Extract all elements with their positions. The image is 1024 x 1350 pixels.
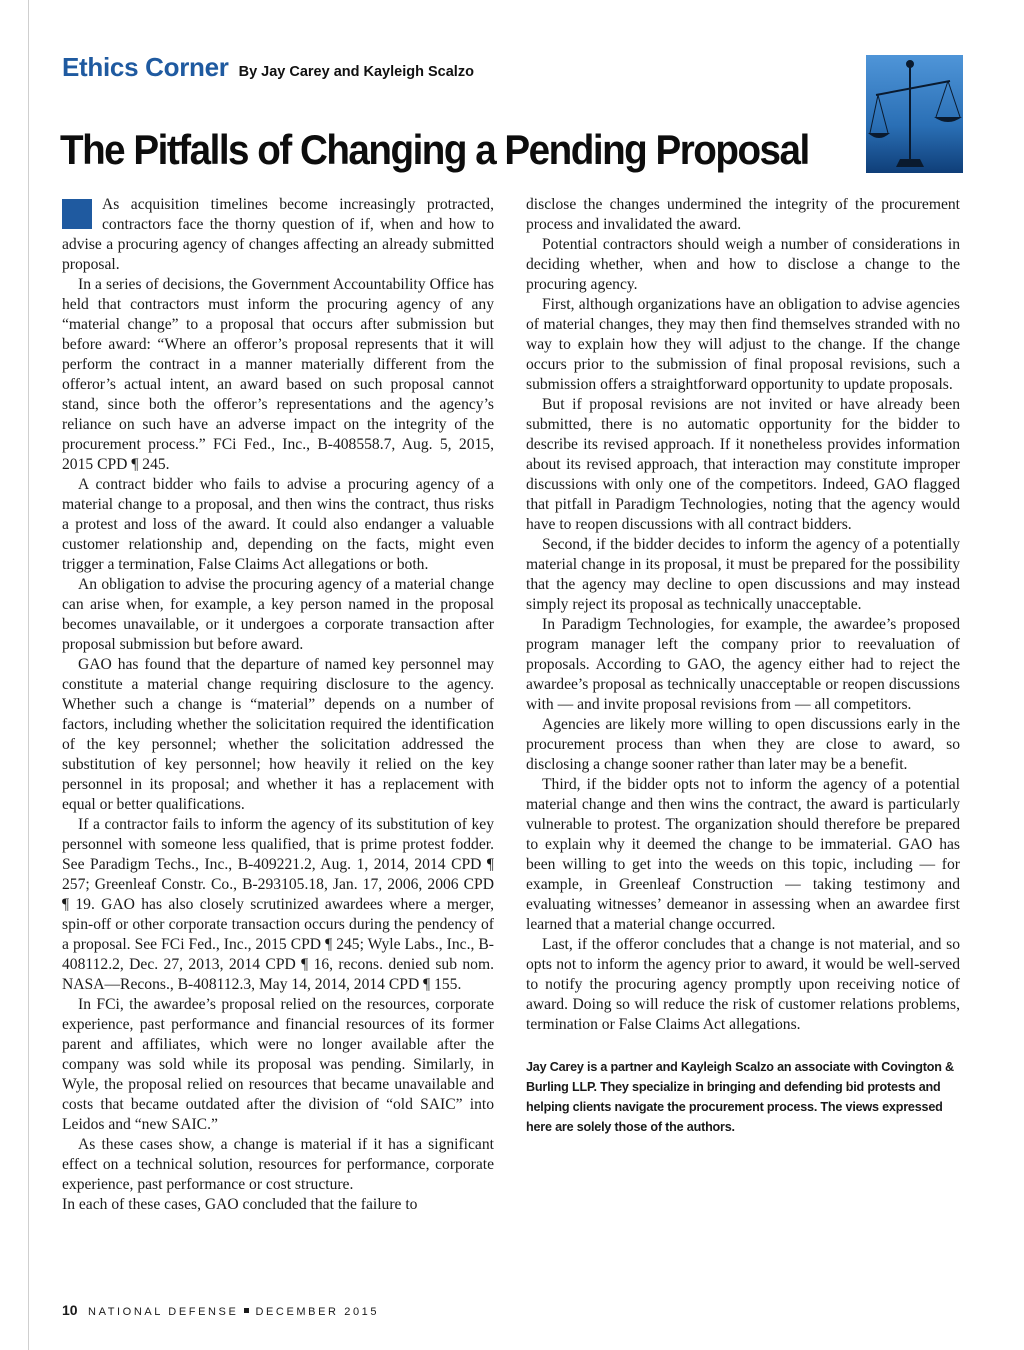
paragraph: An obligation to advise the procuring agency of a material change can arise when, for example, a key person named in the proposal becomes unavailable, or it undergoes a corporate transaction after proposal submission but before award. — [62, 576, 494, 653]
paragraph-continuation: disclose the changes undermined the integrity of the procurement process and invalidated the award. — [526, 196, 960, 233]
paragraph-continued: In each of these cases, GAO concluded that the failure to — [62, 1196, 418, 1213]
section-label: Ethics Corner — [62, 52, 229, 82]
paragraph: A contract bidder who fails to advise a procuring agency of a material change to a proposal, and then wins the contract, thus risks a protest and loss of the award. It could also endanger a valuable customer relationship and, depending on the facts, might even trigger a termination, False Claims Act allegations or both. — [62, 476, 494, 573]
page-edge-rule — [28, 0, 29, 1350]
paragraph: First, although organizations have an obligation to advise agencies of material changes, they may then find themselves stranded with no way to explain how they will adjust to the change. If the change occurs prior to the submission of final proposal revisions, such a submission offers a straightforward opportunity to update proposals. — [526, 296, 960, 393]
paragraph: As acquisition timelines become increasingly protracted, contractors face the thorny question of if, when and how to advise a procuring agency of changes affecting an already submitted proposal. — [62, 196, 494, 273]
paragraph: Second, if the bidder decides to inform the agency of a potentially material change in its proposal, it must be prepared for the possibility that the agency may decline to open discussions and may instead simply reject its proposal as technically unacceptable. — [526, 536, 960, 613]
headline: The Pitfalls of Changing a Pending Proposal — [60, 126, 809, 173]
left-column — [62, 195, 494, 1215]
paragraph: Third, if the bidder opts not to inform the agency of a potential material change and then wins the contract, the award is particularly vulnerable to protest. The organization should therefore be prepared to explain why it deemed the change to be immaterial. GAO has been willing to get into the weeds on this topic, including — for example, in Greenleaf Construction — taking testimony and evaluating witnesses’ demeanor in assessing when an awardee first learned that a material change occurred. — [526, 776, 960, 933]
article-header — [62, 52, 474, 83]
drop-cap-square — [62, 199, 92, 229]
paragraph: If a contractor fails to inform the agency of its substitution of key personnel with someone less qualified, that is prime protest fodder. See Paradigm Techs., Inc., B-409221.2, Aug. 1, 2014, 2014 CPD ¶ 257; Greenleaf Constr. Co., B-293105.18, Jan. 17, 2006, 2006 CPD ¶ 19. GAO has also closely scrutinized awardees where a merger, spin-off or other corporate transaction occurs during the pendency of a proposal. See FCi Fed., Inc., 2015 CPD ¶ 245; Wyle Labs., Inc., B-408112.2, Dec. 27, 2013, 2014 CPD ¶ 16, recons. denied sub nom. NASA—Recons., B-408112.3, May 14, 2014, 2014 CPD ¶ 155. — [62, 816, 494, 993]
paragraph: In Paradigm Technologies, for example, the awardee’s proposed program manager left the company prior to reevaluation of proposals. According to GAO, the agency either had to reject the awardee’s proposal as technically unacceptable or reopen discussions with — and invite proposal revisions from — all competitors. — [526, 616, 960, 713]
page-number: 10 — [62, 1302, 78, 1318]
paragraph: Agencies are likely more willing to open discussions early in the procurement process than when they are close to award, so disclosing a change sooner rather than later may be a benefit. — [526, 716, 960, 773]
paragraph: Last, if the offeror concludes that a change is not material, and so opts not to inform the agency prior to award, it would be well-served to notify the procuring agency promptly upon receiving notice of award. Doing so will reduce the risk of customer relations problems, termination or False Claims Act allegations. — [526, 936, 960, 1033]
paragraph: GAO has found that the departure of named key personnel may constitute a material change requiring disclosure to the agency. Whether such a change is “material” depends on a number of factors, including whether the solicitation required the identification of the key personnel; whether the solicitation addressed the substitution of key personnel; how heavily it relied on the key personnel in its proposal; and whether it has a replacement with equal or better qualifications. — [62, 656, 494, 813]
separator-square — [244, 1308, 249, 1313]
scales-of-justice-icon — [866, 55, 963, 173]
paragraph: In a series of decisions, the Government Accountability Office has held that contractors must inform the procuring agency of any “material change” to a proposal that occurs after submission but before award: “Where an offeror’s proposal represents that it will perform the contract in a manner materially different from the offeror’s actual intent, an award based on such proposal cannot stand, since both the offeror’s representations and the agency’s reliance on such have an adverse impact on the integrity of the procurement process.” FCi Fed., Inc., B-408558.7, Aug. 5, 2015, 2015 CPD ¶ 245. — [62, 276, 494, 473]
author-bio: Jay Carey is a partner and Kayleigh Scalzo an associate with Covington & Burling LLP. They specialize in bringing and defending bid protests and helping clients navigate the procurement process. The views expressed here are solely those of the authors. — [526, 1060, 954, 1134]
byline: By Jay Carey and Kayleigh Scalzo — [238, 64, 474, 80]
paragraph: As these cases show, a change is material if it has a significant effect on a technical solution, resources for performance, corporate experience, past performance or cost structure. — [62, 1136, 494, 1193]
issue-date: DECEMBER 2015 — [255, 1306, 380, 1318]
page-footer — [62, 1302, 379, 1320]
publication-name: NATIONAL DEFENSE — [88, 1306, 239, 1318]
paragraph: Potential contractors should weigh a number of considerations in deciding whether, when and how to disclose a change to the procuring agency. — [526, 236, 960, 293]
scales-of-justice-photo — [866, 55, 963, 173]
right-column — [526, 195, 960, 1137]
paragraph: But if proposal revisions are not invited or have already been submitted, there is no automatic opportunity for the bidder to describe its revised approach. If it nonetheless provides information about its revised approach, that interaction may constitute improper discussions with only one of the competitors. Indeed, GAO flagged that pitfall in Paradigm Technologies, noting that the agency would have to reopen discussions with all contract bidders. — [526, 396, 960, 533]
paragraph: In FCi, the awardee’s proposal relied on the resources, corporate experience, past performance and financial resources of its former parent and affiliates, which were no longer available after the company was sold while its proposal was pending. Similarly, in Wyle, the proposal relied on resources that became unavailable and costs that became outdated after the division of “old SAIC” into Leidos and “new SAIC.” — [62, 996, 494, 1133]
